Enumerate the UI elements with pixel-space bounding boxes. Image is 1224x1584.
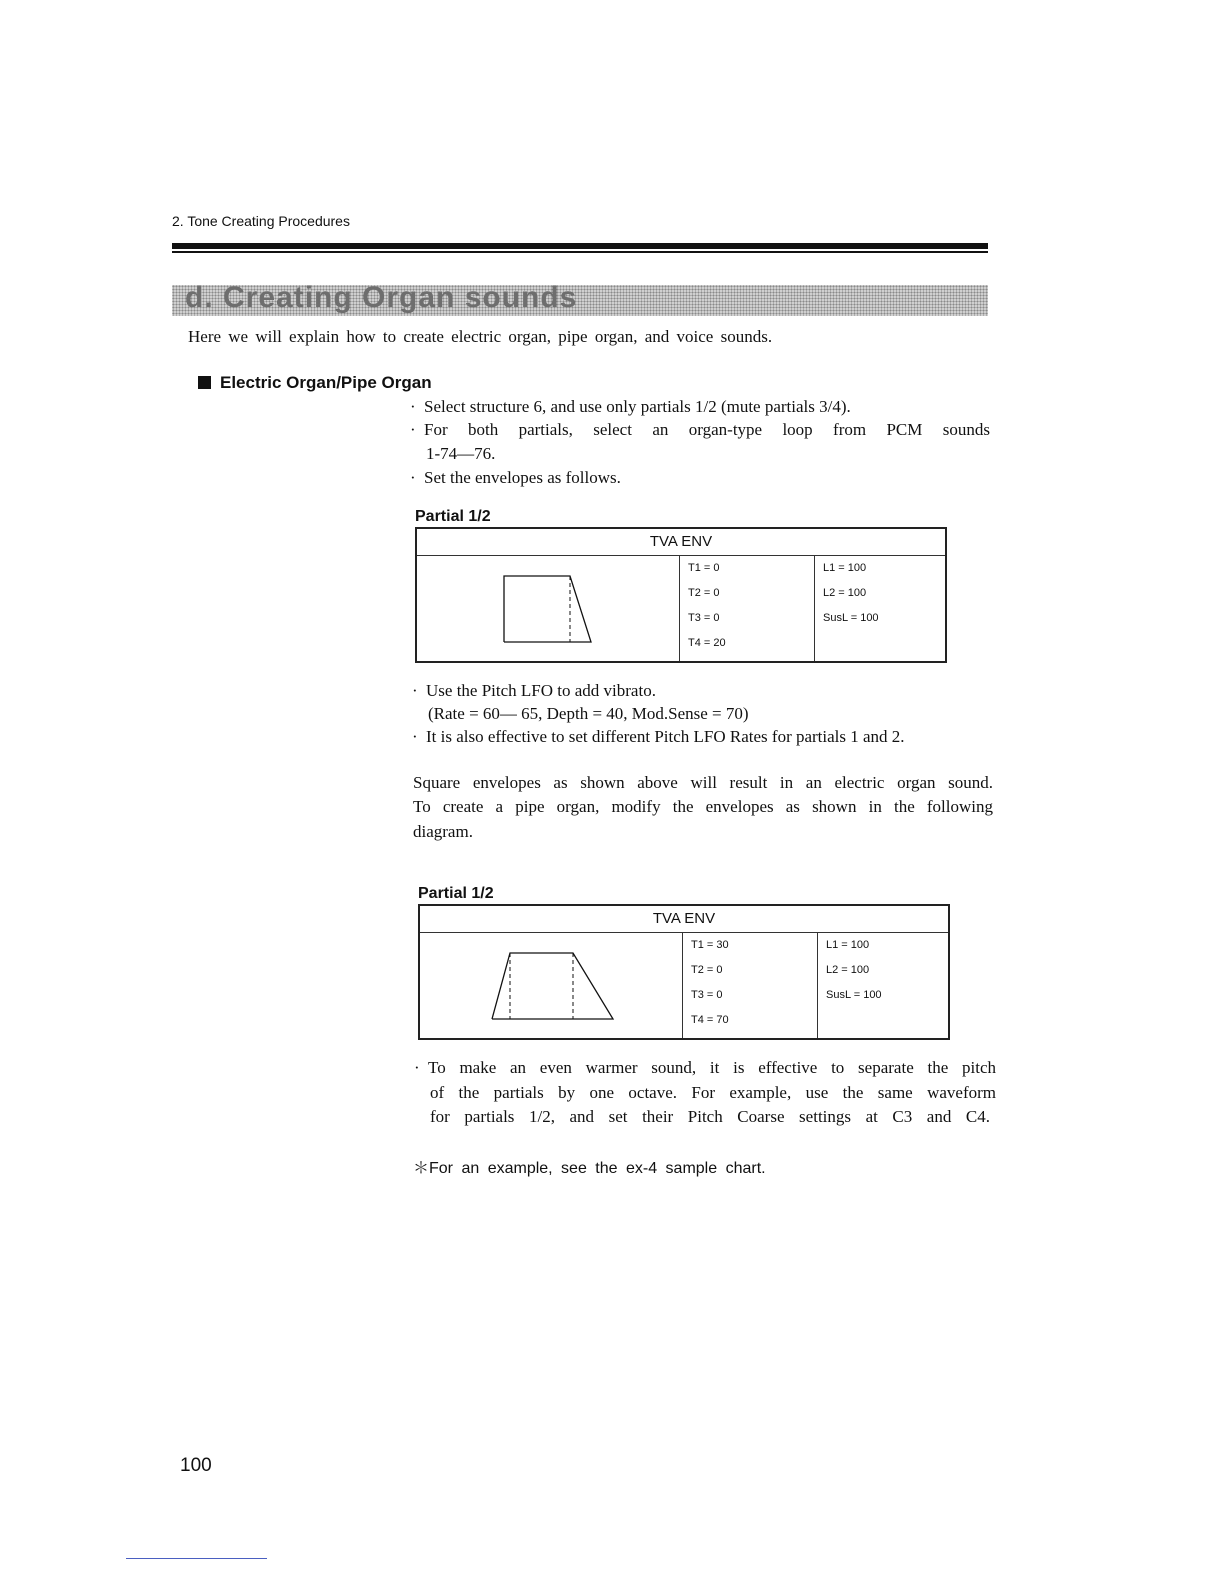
warmer-line2: of the partials by one octave. For example, use the same waveform: [430, 1083, 996, 1102]
subsection-heading: [198, 373, 432, 393]
running-header: 2. Tone Creating Procedures: [172, 213, 350, 229]
diagram2-head: TVA ENV: [419, 905, 949, 933]
t2-param: T2 = 0: [688, 587, 720, 599]
bottom-link-line: [126, 1558, 267, 1559]
t4-param: T4 = 20: [688, 637, 726, 649]
l2-param: L2 = 100: [823, 587, 867, 599]
bullet-envelopes: · Set the envelopes as follows.: [410, 468, 621, 487]
bullet-warmer: · To make an even warmer sound, it is effective to separate the pitch: [414, 1058, 996, 1077]
bullet-text: For both partials, select an organ-type loop from PCM sounds: [424, 420, 990, 439]
susl-param: SusL = 100: [826, 989, 882, 1001]
subsection-heading-text: Electric Organ/Pipe Organ: [220, 373, 432, 392]
bullet-pcm: · For both partials, select an organ-type loop from PCM sounds: [410, 420, 990, 439]
diagram1-head: TVA ENV: [416, 528, 946, 556]
square-bullet-icon: [198, 376, 211, 389]
t3-param: T3 = 0: [688, 612, 720, 624]
section-title: d. Creating Organ sounds: [185, 281, 578, 314]
bullet-text: Set the envelopes as follows.: [424, 468, 621, 487]
diagram2-envelope-cell: [419, 933, 683, 1040]
t4-param: T4 = 70: [691, 1014, 729, 1026]
diagram1-envelope-cell: [416, 556, 680, 663]
page-number: 100: [180, 1455, 212, 1476]
paragraph-line3: diagram.: [413, 822, 473, 841]
l1-param: L1 = 100: [823, 562, 867, 574]
trapezoid-envelope-shape: [420, 933, 682, 1033]
diagram1-label: Partial 1/2: [415, 508, 491, 525]
header-rule: [172, 243, 988, 249]
bullet-pcm-continuation: 1-74—76.: [426, 444, 496, 463]
t3-param: T3 = 0: [691, 989, 723, 1001]
bullet-text: To make an even warmer sound, it is effective to separate the pitch: [428, 1058, 996, 1077]
t1-param: T1 = 30: [691, 939, 729, 951]
t2-param: T2 = 0: [691, 964, 723, 976]
paragraph-line1: Square envelopes as shown above will result in an electric organ sound.: [413, 773, 993, 792]
susl-param: SusL = 100: [823, 612, 879, 624]
diagram1-table: [415, 527, 947, 663]
square-envelope-shape: [417, 556, 679, 656]
diagram1-levels: [815, 556, 947, 663]
diagram1-times: [680, 556, 815, 663]
footnote: ＊For an example, see the ex-4 sample chart.: [413, 1160, 766, 1177]
diagram2-levels: [818, 933, 950, 1040]
bullet-text: Use the Pitch LFO to add vibrato.: [426, 681, 656, 700]
diagram2-times: [683, 933, 818, 1040]
l1-param: L1 = 100: [826, 939, 870, 951]
bullet-lfo: · Use the Pitch LFO to add vibrato.: [412, 681, 656, 700]
paragraph-line2: To create a pipe organ, modify the envelopes as shown in the following: [413, 797, 993, 816]
header-rule-thin: [172, 251, 988, 253]
bullet-structure: · Select structure 6, and use only partials 1/2 (mute partials 3/4).: [410, 397, 851, 416]
bullet-lfo-rates: · It is also effective to set different Pitch LFO Rates for partials 1 and 2.: [412, 727, 905, 746]
l2-param: L2 = 100: [826, 964, 870, 976]
diagram2-table: [418, 904, 950, 1040]
lfo-params: (Rate = 60— 65, Depth = 40, Mod.Sense = 70): [428, 704, 749, 723]
warmer-line3: for partials 1/2, and set their Pitch Coarse settings at C3 and C4.: [430, 1107, 990, 1126]
section-intro: Here we will explain how to create electric organ, pipe organ, and voice sounds.: [188, 327, 773, 346]
diagram2-label: Partial 1/2: [418, 885, 494, 902]
t1-param: T1 = 0: [688, 562, 720, 574]
bullet-text: Select structure 6, and use only partials 1/2 (mute partials 3/4).: [424, 397, 851, 416]
bullet-text: It is also effective to set different Pitch LFO Rates for partials 1 and 2.: [426, 727, 905, 746]
